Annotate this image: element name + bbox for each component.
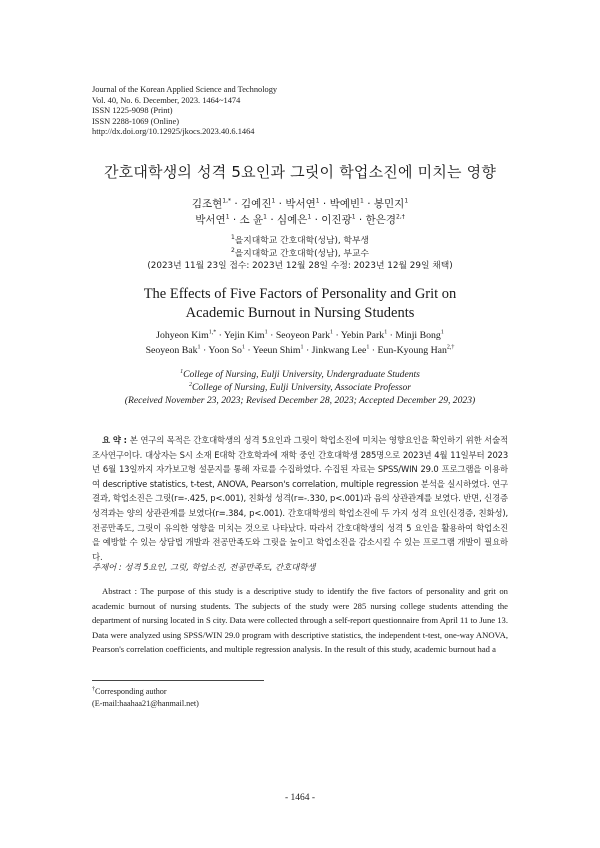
korean-abstract-label: 요 약 : (102, 435, 130, 445)
author-affil-sup: 1 (366, 344, 370, 351)
korean-abstract-text: 본 연구의 목적은 간호대학생의 성격 5요인과 그릿이 학업소진에 미치는 영향요인을 확인하기 위한 서술적 조사연구이다. 대상자는 S시 소재 E대학 간호학과에 재학 중인 간호대학생 285명으로 2023년 4월 11일부터 2023년 6월 13일까지 자가보고형 설문지를 통해 자료를 수집하였다. 수집된 자료는 SPSS/WIN 29.0 프로그램을 이용하여 descriptive statistics, t-test, ANOVA, Pearson's correlation, multiple regression 분석을 실시하였다. 연구결과, 학업소진은 그릿(r=-.425, p<.001), 친화성 성격(r=-.330, p<.001)과 음의 상관관계를 보였다. 반면, 신경증 성격과는 양의 상관관계를 보였다(r=.384, p<.001). 간호대학생의 학업소진에 두 가지 성격 요인(신경증, 친화성), 전공만족도, 그릿이 유의한 영향을 미치는 것으로 나타났다. 따라서 간호대학생의 성격 5 요인을 활용하여 학업소진을 예방할 수 있는 상담법 개발과 전공만족도와 그릿을 높이고 학업소진을 감소시킬 수 있는 프로그램 개발이 필요하다. (92, 435, 508, 562)
author-name: 김조현 (191, 198, 223, 210)
korean-dates: (2023년 11월 23일 접수: 2023년 12월 28일 수정: 2023년 12월 29일 채택) (147, 261, 453, 271)
korean-abstract (92, 433, 508, 564)
author-affil-sup: 1,* (222, 197, 232, 205)
author-separator: · (355, 214, 366, 226)
korean-author-list (0, 196, 600, 228)
korean-affiliation-2 (0, 248, 600, 261)
author-name: Johyeon Kim (156, 330, 209, 341)
author-separator: · (229, 214, 240, 226)
author-name: Minji Bong (395, 330, 441, 341)
english-dates: (Received November 23, 2023; Revised December 28, 2023; Accepted December 29, 2023) (124, 394, 476, 406)
english-abstract-text: The purpose of this study is a descriptive study to identify the five factors of personality and grit on academic burnout of nursing students. The subjects of the study were 285 nursing college students attending the department of nursing located in S city. Data were collected through a self-report questionnaire from April 11 to June 13. Data were analyzed using SPSS/WIN 29.0 program with descriptive statistics, the independent t-test, one-way ANOVA, Pearson's correlation coefficients, and multiple regression analysis. In the result of this study, academic burnout had a (92, 586, 508, 655)
author-name: Yebin Park (340, 330, 385, 341)
journal-volume: Vol. 40, No. 6. December, 2023. 1464~1474 (92, 95, 241, 105)
author-affil-sup: 1 (307, 213, 312, 221)
issn-online: ISSN 2288-1069 (Online) (92, 116, 180, 126)
english-authors-line-2 (0, 344, 600, 359)
author-separator: · (216, 330, 225, 341)
journal-name: Journal of the Korean Applied Science and Technology (92, 85, 278, 94)
page-number: - 1464 - (284, 793, 316, 803)
author-separator: · (266, 214, 277, 226)
author-name: 소 윤 (239, 214, 264, 226)
english-affiliation-1 (0, 369, 600, 382)
affil-sup: 2 (230, 246, 235, 254)
author-name: 한은경 (365, 214, 396, 226)
author-separator: · (333, 330, 341, 341)
english-affiliation-2 (0, 382, 600, 395)
journal-header (92, 85, 277, 138)
author-separator: · (200, 344, 209, 356)
footnote-line-1 (92, 686, 199, 698)
author-separator: · (319, 198, 330, 210)
affil-text: 을지대학교 간호대학(성남), 부교수 (234, 248, 370, 259)
author-name: Yejin Kim (224, 330, 265, 341)
author-affil-sup: 2,† (396, 213, 405, 221)
author-separator: · (303, 344, 312, 356)
author-affil-sup: 1 (225, 213, 230, 221)
issn-print: ISSN 1225-9098 (Print) (92, 106, 173, 116)
author-affil-sup: 1,* (208, 329, 217, 336)
author-name: Jinkwang Lee (311, 344, 367, 356)
affil-sup: 2 (188, 381, 192, 388)
doi-link[interactable]: http://dx.doi.org/10.12925/jkocs.2023.40.6.1464 (92, 127, 255, 137)
korean-authors-line-1 (0, 196, 600, 212)
author-name: 박서연 (285, 198, 316, 210)
author-affil-sup: 1 (241, 344, 245, 351)
english-abstract-label: Abstract : (102, 586, 141, 596)
korean-affiliations (0, 235, 600, 273)
author-name: Yoon So (208, 344, 242, 356)
author-name: 박예빈 (329, 198, 361, 210)
korean-title: 간호대학생의 성격 5요인과 그릿이 학업소진에 미치는 영향 (103, 163, 497, 181)
author-name: 김예진 (241, 198, 272, 210)
affil-sup: 1 (230, 234, 235, 242)
author-separator: · (244, 344, 253, 356)
english-title-line-1: The Effects of Five Factors of Personality and Grit on (143, 286, 457, 302)
author-separator: · (267, 330, 276, 341)
author-name: 이진광 (321, 214, 352, 226)
footnote-email: (E-mail:haahaa21@hanmail.net) (92, 698, 199, 708)
author-affil-sup: 1 (271, 197, 276, 205)
author-name: 심예은 (277, 214, 308, 226)
author-name: 박서연 (195, 214, 226, 226)
footnote-label: Corresponding author (95, 687, 167, 696)
author-affil-sup: 2,† (446, 344, 455, 351)
author-affil-sup: 1 (404, 197, 409, 205)
author-separator: · (311, 214, 322, 226)
korean-keywords: 주제어 : 성격 5요인, 그릿, 학업소진, 전공만족도, 간호대학생 (92, 562, 316, 572)
author-separator: · (275, 198, 286, 210)
author-affil-sup: 1 (197, 344, 201, 351)
korean-affiliation-1 (0, 235, 600, 248)
author-affil-sup: 1 (315, 197, 320, 205)
author-name: 봉민지 (373, 198, 405, 210)
author-name: Seoyeon Park (275, 330, 330, 341)
author-affil-sup: 1 (300, 344, 304, 351)
author-separator: · (363, 198, 374, 210)
english-authors-line-1 (0, 329, 600, 344)
author-name: Seoyeon Bak (145, 344, 198, 356)
author-separator: · (387, 330, 396, 341)
english-author-list (0, 329, 600, 358)
english-abstract (92, 584, 508, 657)
author-affil-sup: 1 (360, 197, 364, 205)
affil-sup: 1 (180, 368, 184, 375)
author-separator: · (369, 344, 378, 356)
author-separator: · (231, 198, 242, 210)
english-affiliations (0, 369, 600, 407)
english-title-line-2: Academic Burnout in Nursing Students (185, 305, 415, 321)
english-title (0, 285, 600, 323)
author-affil-sup: 1 (264, 329, 268, 336)
author-affil-sup: 1 (330, 329, 333, 336)
author-name: Eun-Kyoung Han (377, 344, 447, 356)
affil-text: College of Nursing, Eulji University, Undergraduate Students (183, 369, 420, 380)
korean-authors-line-2 (0, 212, 600, 228)
dagger-mark: † (92, 686, 95, 693)
affil-text: 을지대학교 간호대학(성남), 학부생 (234, 236, 370, 246)
author-name: Yeeun Shim (252, 344, 301, 356)
author-affil-sup: 1 (263, 213, 267, 221)
footnote-divider (92, 680, 264, 681)
author-affil-sup: 1 (440, 329, 444, 336)
author-affil-sup: 1 (351, 213, 356, 221)
affil-text: College of Nursing, Eulji University, Associate Professor (191, 381, 412, 393)
corresponding-author-footnote (92, 686, 199, 709)
author-affil-sup: 1 (384, 329, 388, 336)
